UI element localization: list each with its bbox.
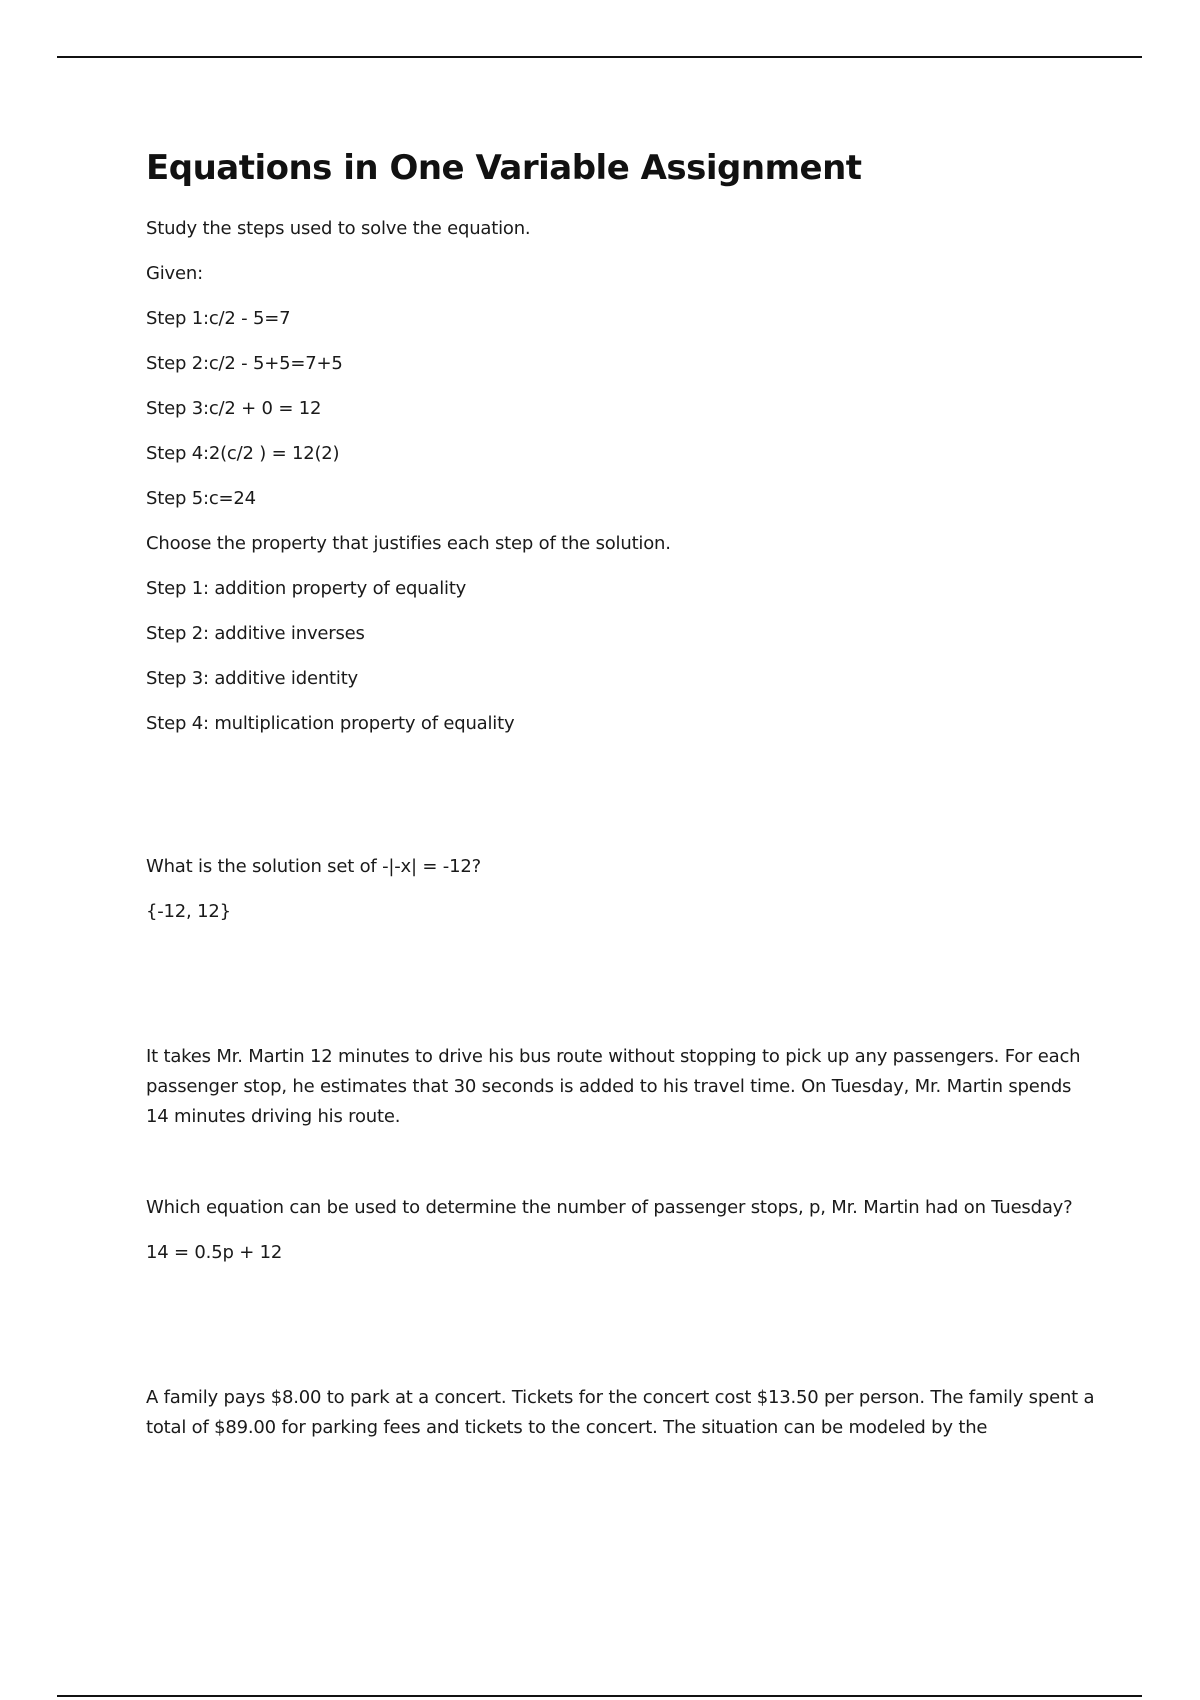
page-title: Equations in One Variable Assignment: [146, 148, 862, 188]
q2-answer: {-12, 12}: [146, 901, 231, 922]
q1-step-5: Step 5:c=24: [146, 488, 256, 509]
q1-given-label: Given:: [146, 263, 203, 284]
q1-step-1: Step 1:c/2 - 5=7: [146, 308, 291, 329]
page-content: [146, 148, 1096, 1458]
q1-answer-3: Step 3: additive identity: [146, 668, 359, 689]
spacer: [146, 1147, 1096, 1193]
q3-answer: 14 = 0.5p + 12: [146, 1242, 283, 1263]
q3-question: Which equation can be used to determine the number of passenger stops, p, Mr. Martin had on Tuesday?: [146, 1197, 1073, 1218]
q1-step-4: Step 4:2(c/2 ) = 12(2): [146, 443, 340, 464]
q1-step-3: Step 3:c/2 + 0 = 12: [146, 398, 322, 419]
spacer: [146, 754, 1096, 852]
q1-answer-4: Step 4: multiplication property of equality: [146, 713, 515, 734]
q1-answer-1: Step 1: addition property of equality: [146, 578, 467, 599]
q1-step-2: Step 2:c/2 - 5+5=7+5: [146, 353, 343, 374]
q1-answer-2: Step 2: additive inverses: [146, 623, 365, 644]
top-rule: [57, 56, 1142, 58]
spacer: [146, 1283, 1096, 1383]
bottom-rule: [57, 1695, 1142, 1697]
q2-question: What is the solution set of -|-x| = -12?: [146, 856, 481, 877]
q3-scenario: It takes Mr. Martin 12 minutes to drive his bus route without stopping to pick up any passengers. For each passenger stop, he estimates that 30 seconds is added to his travel time. On Tuesday, Mr. Martin spends 14 minutes driving his route.: [146, 1046, 1081, 1127]
spacer: [146, 942, 1096, 1042]
q4-scenario: A family pays $8.00 to park at a concert. Tickets for the concert cost $13.50 per person. The family spent a total of $89.00 for parking fees and tickets to the concert. The situation can be modeled by the: [146, 1387, 1095, 1438]
q1-intro: Study the steps used to solve the equation.: [146, 218, 531, 239]
q1-prompt: Choose the property that justifies each step of the solution.: [146, 533, 671, 554]
